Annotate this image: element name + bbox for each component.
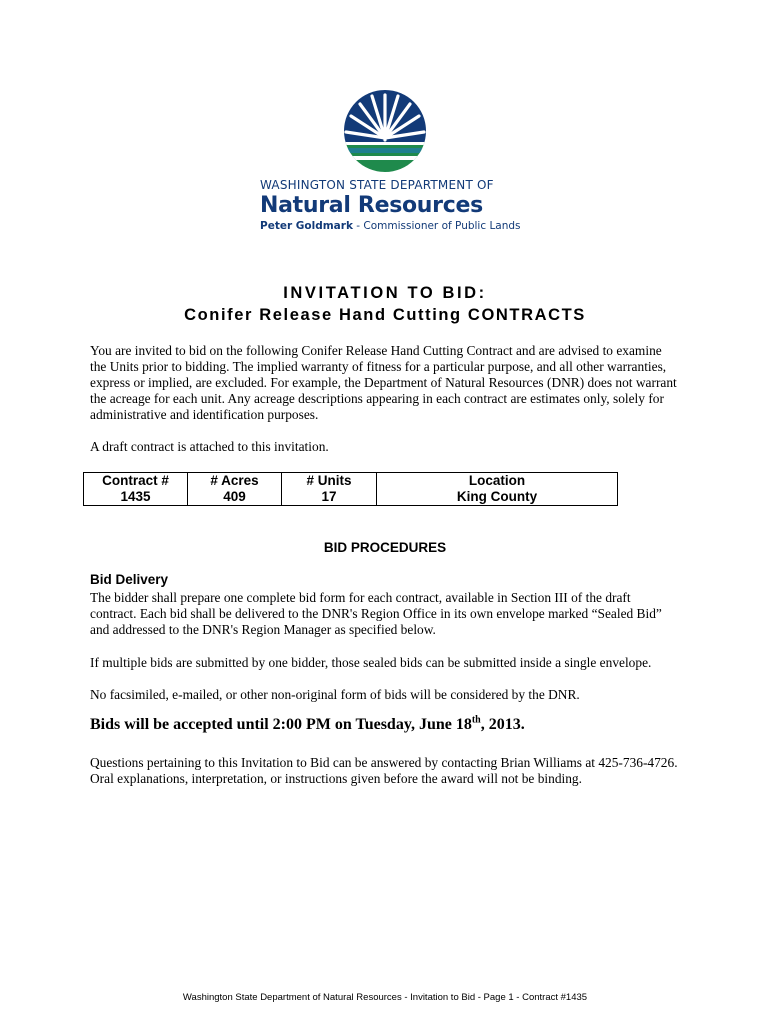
header-acres: # Acres (188, 473, 282, 490)
commissioner-line (260, 220, 520, 232)
header-contract: Contract # (84, 473, 188, 490)
deadline-text: Bids will be accepted until 2:00 PM on Tuesday, June 18 (90, 716, 472, 733)
contracts-table (83, 472, 618, 506)
deadline-ordinal: th (471, 714, 481, 726)
commissioner-title: - Commissioner of Public Lands (352, 220, 521, 232)
table-row (84, 489, 618, 506)
cell-contract: 1435 (84, 489, 188, 506)
commissioner-name: Peter Goldmark (260, 220, 353, 232)
no-fax-paragraph: No facsimiled, e-mailed, or other non-original form of bids will be considered by the DNR. (90, 687, 580, 702)
cell-acres: 409 (188, 489, 282, 506)
bid-delivery-heading: Bid Delivery (90, 572, 169, 587)
deadline-year: , 2013. (480, 716, 525, 733)
agency-line-1: WASHINGTON STATE DEPARTMENT OF (260, 178, 494, 192)
page-subtitle: Conifer Release Hand Cutting CONTRACTS (184, 306, 586, 324)
table-header-row (84, 473, 618, 490)
header-units: # Units (282, 473, 377, 490)
header-location: Location (377, 473, 618, 490)
questions-paragraph: Questions pertaining to this Invitation to Bid can be answered by contacting Brian Williams at 425-736-4726. Oral explanations, interpretation, or instructions given before the award will not be binding. (90, 755, 678, 786)
bid-delivery-paragraph: The bidder shall prepare one complete bid form for each contract, available in Section III of the draft contract. Each bid shall be delivered to the DNR's Region Office in its own envelope marked “Sealed Bid” and addressed to the DNR's Region Manager as specified below. (90, 590, 662, 637)
page-footer: Washington State Department of Natural Resources - Invitation to Bid - Page 1 - Contract #1435 (182, 992, 588, 1003)
cell-location: King County (377, 489, 618, 506)
agency-line-2: Natural Resources (260, 193, 483, 218)
page-title: INVITATION TO BID: (283, 284, 487, 302)
multiple-bids-paragraph: If multiple bids are submitted by one bidder, those sealed bids can be submitted inside a single envelope. (90, 655, 652, 670)
bid-procedures-heading: BID PROCEDURES (323, 540, 447, 555)
agency-name-block (260, 178, 520, 232)
bid-deadline (90, 716, 525, 734)
dnr-tree-logo-icon (342, 90, 428, 172)
cell-units: 17 (282, 489, 377, 506)
logo-container (0, 90, 770, 172)
draft-note: A draft contract is attached to this invitation. (90, 439, 329, 454)
intro-paragraph: You are invited to bid on the following Conifer Release Hand Cutting Contract and are advised to examine the Units prior to bidding. The implied warranty of fitness for a particular purpose, and all other warranties, express or implied, are excluded. For example, the Department of Natural Resources (DNR) does not warrant the acreage for each unit. Any acreage descriptions appearing in each contract are estimates only, solely for administrative and identification purposes. (90, 343, 677, 422)
